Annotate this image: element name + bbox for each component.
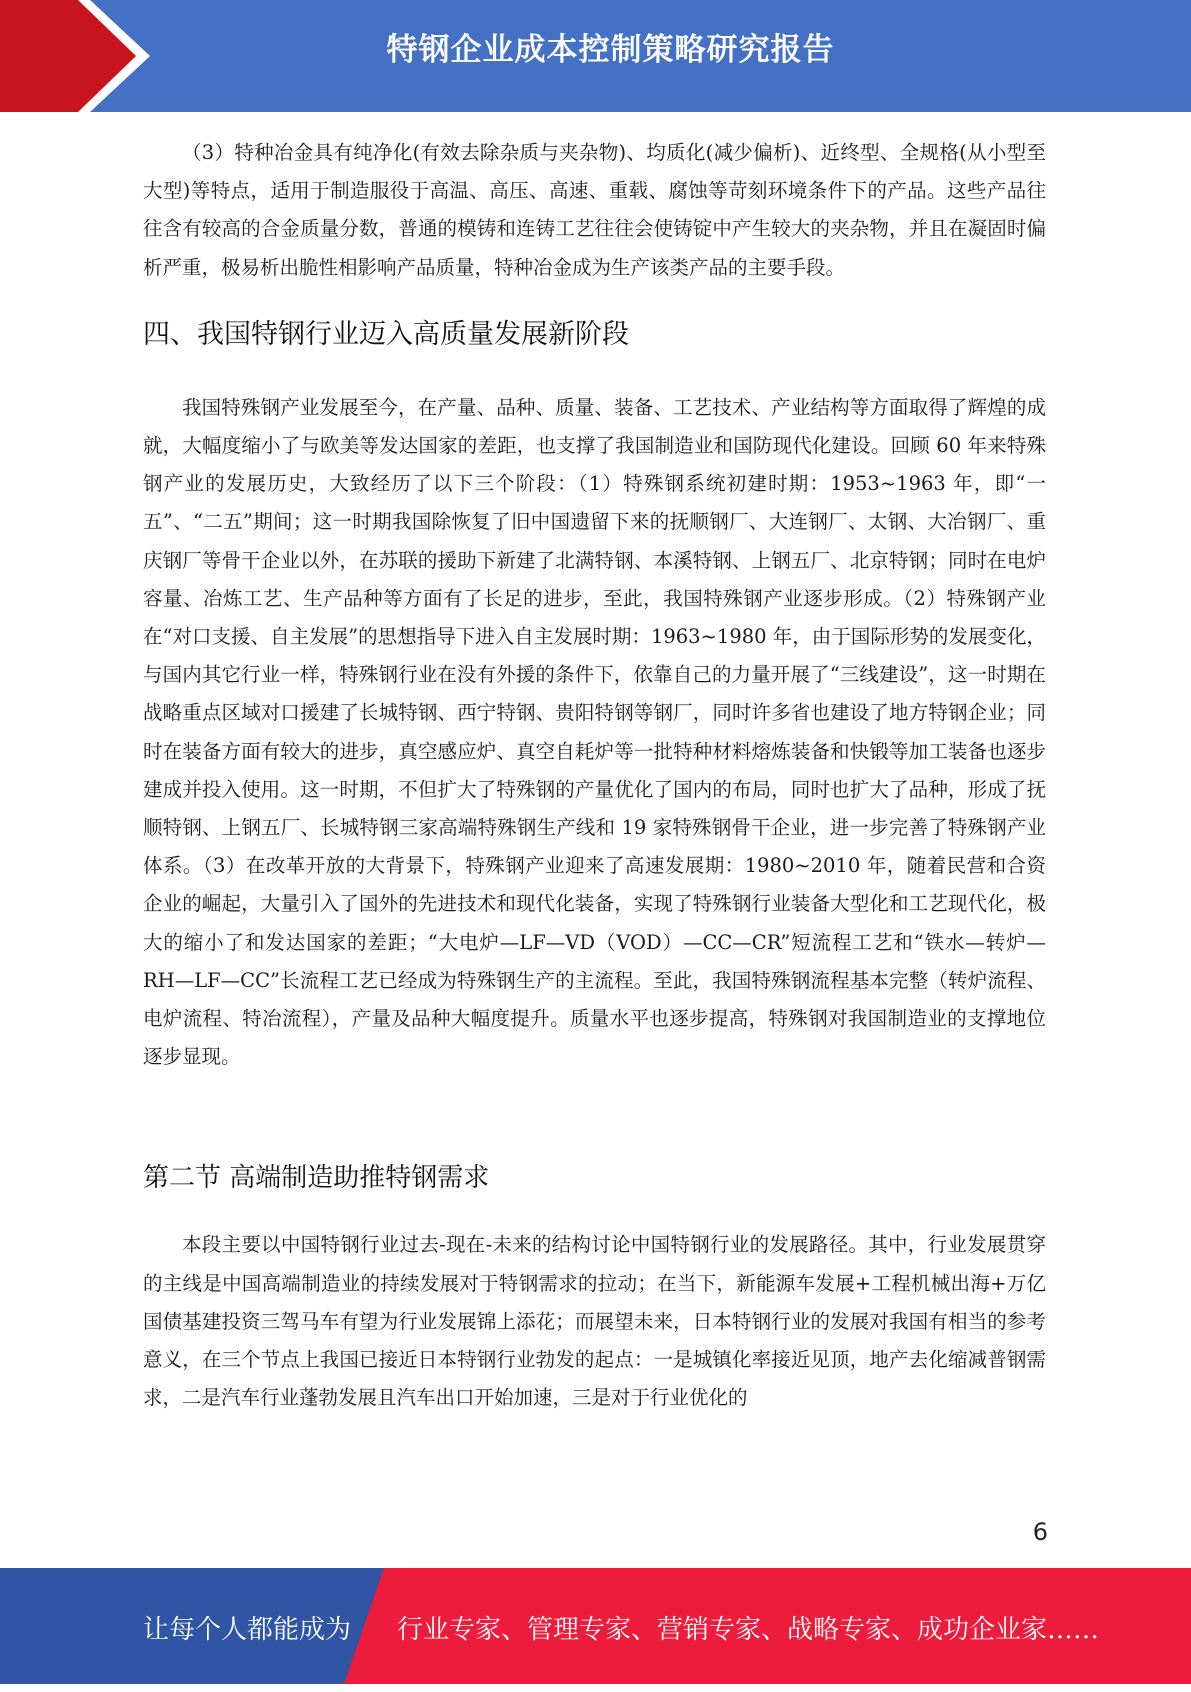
report-title: 特钢企业成本控制策略研究报告 <box>386 32 835 68</box>
footer-banner <box>0 1568 1191 1684</box>
page-content <box>143 134 1046 1417</box>
paragraph-special-metallurgy: （3）特种冶金具有纯净化(有效去除杂质与夹杂物)、均质化(减少偏析)、近终型、全规格(从小型至大型)等特点，适用于制造服役于高温、高压、高速、重载、腐蚀等苛刻环境条件下的产品。这些产品往往含有较高的合金质量分数，普通的模铸和连铸工艺往往会使铸锭中产生较大的夹杂物，并且在凝固时偏析严重，极易析出脆性相影响产品质量，特种冶金成为生产该类产品的主要手段。 <box>143 141 1046 279</box>
page-number: 6 <box>1032 1518 1048 1546</box>
heading-section-2: 第二节 高端制造助推特钢需求 <box>143 1163 490 1194</box>
paragraph-industry-history: 我国特殊钢产业发展至今，在产量、品种、质量、装备、工艺技术、产业结构等方面取得了辉煌的成就，大幅度缩小了与欧美等发达国家的差距，也支撑了我国制造业和国防现代化建设。回顾 60 年来特殊钢产业的发展历史，大致经历了以下三个阶段：（1）特殊钢系统初建时期：1953~1963 年，即“一五”、“二五”期间；这一时期我国除恢复了旧中国遗留下来的抚顺钢厂、大连钢厂、太钢、大冶钢厂、重庆钢厂等骨干企业以外，在苏联的援助下新建了北满特钢、本溪特钢、上钢五厂、北京特钢；同时在电炉容量、冶炼工艺、生产品种等方面有了长足的进步，至此，我国特殊钢产业逐步形成。（2）特殊钢产业在“对口支援、自主发展”的思想指导下进入自主发展时期：1963~1980 年，由于国际形势的发展变化，与国内其它行业一样，特殊钢行业在没有外援的条件下，依靠自己的力量开展了“三线建设”，这一时期在战略重点区域对口援建了长城特钢、西宁特钢、贵阳特钢等钢厂，同时许多省也建设了地方特钢企业；同时在装备方面有较大的进步，真空感应炉、真空自耗炉等一批特种材料熔炼装备和快锻等加工装备也逐步建成并投入使用。这一时期，不但扩大了特殊钢的产量优化了国内的布局，同时也扩大了品种，形成了抚顺特钢、上钢五厂、长城特钢三家高端特殊钢生产线和 19 家特殊钢骨干企业，进一步完善了特殊钢产业体系。（3）在改革开放的大背景下，特殊钢产业迎来了高速发展期：1980~2010 年，随着民营和合资企业的崛起，大量引入了国外的先进技术和现代化装备，实现了特殊钢行业装备大型化和工艺现代化，极大的缩小了和发达国家的差距；“大电炉—LF—VD（VOD）—CC—CR”短流程工艺和“铁水—转炉—RH—LF—CC”长流程工艺已经成为特殊钢生产的主流程。至此，我国特殊钢流程基本完整（转炉流程、电炉流程、特冶流程），产量及品种大幅度提升。质量水平也逐步提高，特殊钢对我国制造业的支撑地位逐步显现。 <box>143 395 1046 1069</box>
heading-section-4: 四、我国特钢行业迈入高质量发展新阶段 <box>143 318 629 350</box>
footer-slogan-left: 让每个人都能成为 <box>143 1615 352 1645</box>
paragraph-high-end-manufacturing: 本段主要以中国特钢行业过去-现在-未来的结构讨论中国特钢行业的发展路径。其中，行业发展贯穿的主线是中国高端制造业的持续发展对于特钢需求的拉动；在当下，新能源车发展+工程机械出海+万亿国债基建投资三驾马车有望为行业发展锦上添花；而展望未来，日本特钢行业的发展对我国有相当的参考意义，在三个节点上我国已接近日本特钢行业勃发的起点：一是城镇化率接近见顶，地产去化缩减普钢需求，二是汽车行业蓬勃发展且汽车出口开始加速，三是对于行业优化的 <box>143 1233 1046 1410</box>
footer-slogan-right: 行业专家、管理专家、营销专家、战略专家、成功企业家…… <box>397 1615 1100 1645</box>
header-banner <box>0 0 1191 112</box>
